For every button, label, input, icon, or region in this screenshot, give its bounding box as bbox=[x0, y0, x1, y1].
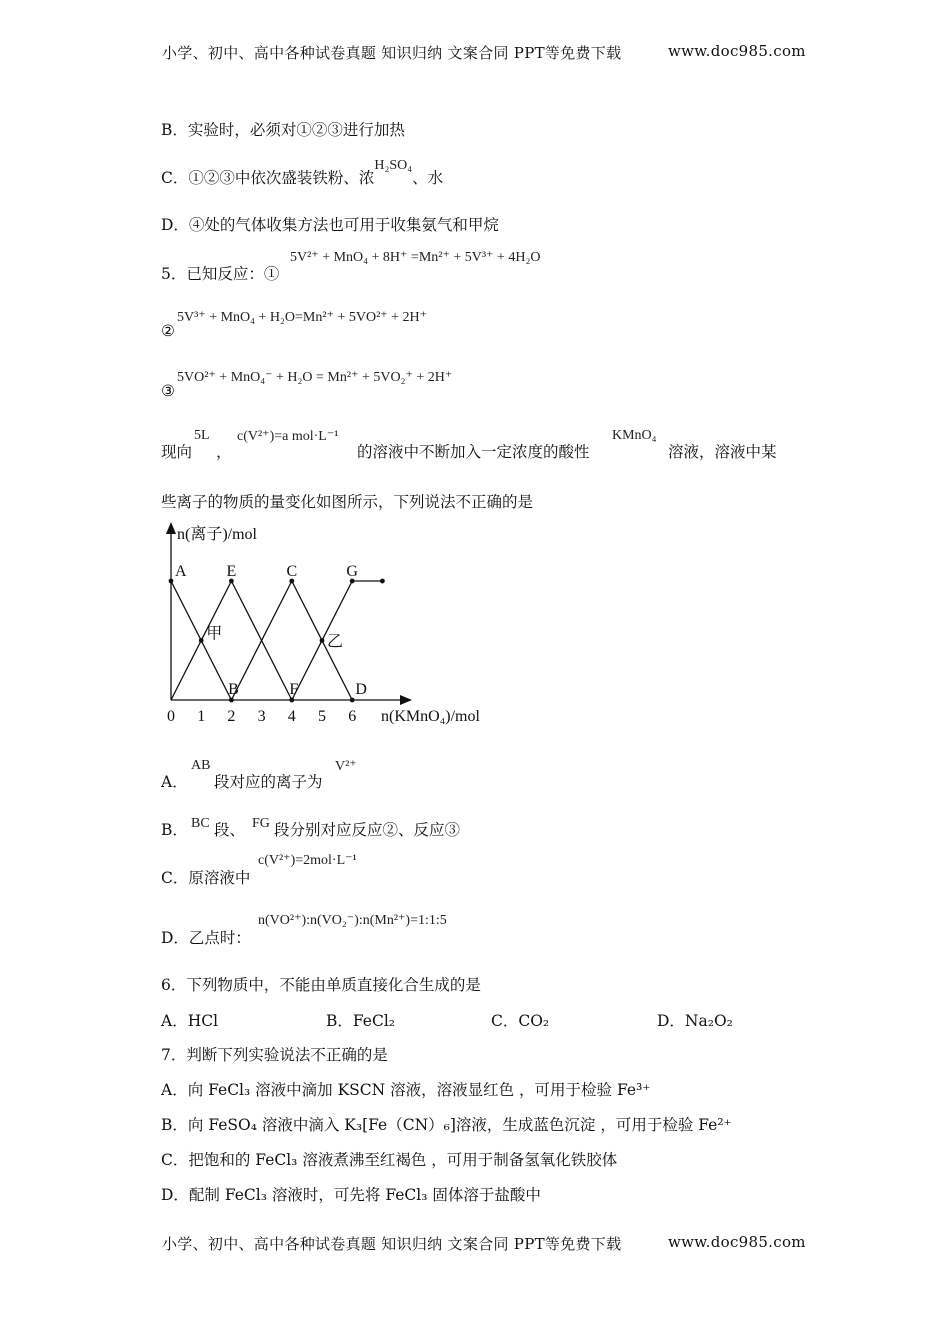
formula-fg: FG bbox=[252, 816, 270, 831]
q5-line-a-4: 溶液，溶液中某 bbox=[668, 443, 777, 461]
point-label: F bbox=[289, 681, 299, 698]
point-label: G bbox=[346, 563, 358, 580]
formula-ab: AB bbox=[191, 758, 211, 773]
q7-option-d: D．配制 FeCl₃ 溶液时，可先将 FeCl₃ 固体溶于盐酸中 bbox=[161, 1186, 541, 1204]
q5-option-a-prefix: A． bbox=[161, 773, 188, 791]
q5-line-a-2: ， bbox=[216, 443, 232, 461]
q7-stem: 7．判断下列实验说法不正确的是 bbox=[161, 1046, 388, 1064]
q5-line-a-3: 的溶液中不断加入一定浓度的酸性 bbox=[357, 443, 590, 461]
reaction-3: 5VO²⁺ + MnO₄⁻ + H₂O = Mn²⁺ + 5VO₂⁺ + 2H⁺ bbox=[177, 370, 453, 385]
point-label: B bbox=[228, 681, 239, 698]
header-title: 小学、初中、高中各种试卷真题 知识归纳 文案合同 PPT等免费下载 bbox=[162, 44, 622, 62]
q5-option-c-prefix: C．原溶液中 bbox=[161, 869, 251, 887]
x-axis-label: n(KMnO₄)/mol bbox=[381, 708, 480, 725]
q5-option-b-text1: 段、 bbox=[214, 821, 246, 839]
data-point bbox=[289, 698, 294, 703]
header-url[interactable]: www.doc985.com bbox=[668, 42, 806, 60]
q6-option-c: C．CO₂ bbox=[491, 1012, 550, 1030]
reaction-2-label: ② bbox=[161, 322, 175, 340]
formula-bc: BC bbox=[191, 816, 210, 831]
q5-option-b-text2: 段分别对应反应②、反应③ bbox=[274, 821, 461, 839]
footer-url[interactable]: www.doc985.com bbox=[668, 1233, 806, 1251]
reaction-1: 5V²⁺ + MnO₄ + 8H⁺ =Mn²⁺ + 5V³⁺ + 4H₂O bbox=[290, 250, 541, 265]
data-point bbox=[320, 638, 325, 643]
q4-option-c bbox=[161, 158, 444, 188]
point-label: C bbox=[286, 563, 298, 580]
q4-option-b: B．实验时，必须对①②③进行加热 bbox=[161, 121, 405, 139]
point-label: A bbox=[175, 563, 187, 580]
data-point bbox=[229, 698, 234, 703]
x-tick-label: 2 bbox=[227, 708, 236, 725]
formula-ratio: n(VO²⁺):n(VO₂⁻):n(Mn²⁺)=1:1:5 bbox=[258, 913, 447, 928]
q5-option-a-text: 段对应的离子为 bbox=[214, 773, 323, 791]
x-tick-label: 0 bbox=[167, 708, 175, 725]
x-tick-label: 5 bbox=[318, 708, 326, 725]
formula-5l: 5L bbox=[194, 428, 210, 443]
x-tick-label: 3 bbox=[257, 708, 266, 725]
q6-stem: 6．下列物质中，不能由单质直接化合生成的是 bbox=[161, 976, 481, 994]
reaction-3-label: ③ bbox=[161, 382, 175, 400]
q6-option-a: A．HCl bbox=[161, 1012, 219, 1030]
point-label: E bbox=[226, 563, 237, 580]
q7-option-b: B．向 FeSO₄ 溶液中滴入 K₃[Fe（CN）₆]溶液，生成蓝色沉淀 ，可用于检验 Fe²⁺ bbox=[161, 1116, 732, 1134]
q4-option-c-suffix: 、水 bbox=[412, 169, 444, 187]
reaction-2: 5V³⁺ + MnO₄ + H₂O=Mn²⁺ + 5VO²⁺ + 2H⁺ bbox=[177, 310, 428, 325]
q5-stem-prefix: 5．已知反应：① bbox=[161, 265, 280, 283]
ion-amount-chart bbox=[150, 518, 520, 733]
y-axis-arrow bbox=[166, 522, 176, 534]
x-tick-label: 1 bbox=[197, 708, 206, 725]
data-point bbox=[199, 638, 204, 643]
q5-option-b-prefix: B． bbox=[161, 821, 188, 839]
q4-option-c-prefix: C．①②③中依次盛装铁粉、浓 bbox=[161, 169, 375, 187]
data-point bbox=[169, 579, 174, 584]
q6-option-b: B．FeCl₂ bbox=[326, 1012, 396, 1030]
point-label: 甲 bbox=[206, 625, 223, 643]
formula-concentration: c(V²⁺)=a mol·L⁻¹ bbox=[237, 429, 339, 444]
q5-line-a-1: 现向 bbox=[161, 443, 193, 461]
q6-option-d: D．Na₂O₂ bbox=[657, 1012, 733, 1030]
q5-line-b: 些离子的物质的量变化如图所示，下列说法不正确的是 bbox=[161, 493, 534, 511]
series-end-point bbox=[380, 579, 385, 584]
formula-h2so4: H₂SO₄ bbox=[374, 158, 413, 173]
q5-option-d-prefix: D．乙点时： bbox=[161, 929, 251, 947]
q7-option-c: C．把饱和的 FeCl₃ 溶液煮沸至红褐色 ，可用于制备氢氧化铁胶体 bbox=[161, 1151, 618, 1169]
x-tick-label: 6 bbox=[348, 708, 357, 725]
x-axis-arrow bbox=[400, 695, 412, 705]
formula-concentration-2: c(V²⁺)=2mol·L⁻¹ bbox=[258, 853, 357, 868]
q4-option-d: D．④处的气体收集方法也可用于收集氨气和甲烷 bbox=[161, 216, 499, 234]
x-tick-label: 4 bbox=[287, 708, 296, 725]
point-label: 乙 bbox=[327, 633, 344, 651]
formula-v2plus: V²⁺ bbox=[335, 759, 357, 774]
formula-kmno4: KMnO₄ bbox=[612, 428, 657, 443]
point-label: D bbox=[355, 681, 367, 698]
data-point bbox=[350, 698, 355, 703]
footer-title: 小学、初中、高中各种试卷真题 知识归纳 文案合同 PPT等免费下载 bbox=[162, 1235, 622, 1253]
y-axis-label: n(离子)/mol bbox=[177, 526, 257, 543]
q7-option-a: A．向 FeCl₃ 溶液中滴加 KSCN 溶液，溶液显红色 ，可用于检验 Fe³⁺ bbox=[161, 1081, 651, 1099]
